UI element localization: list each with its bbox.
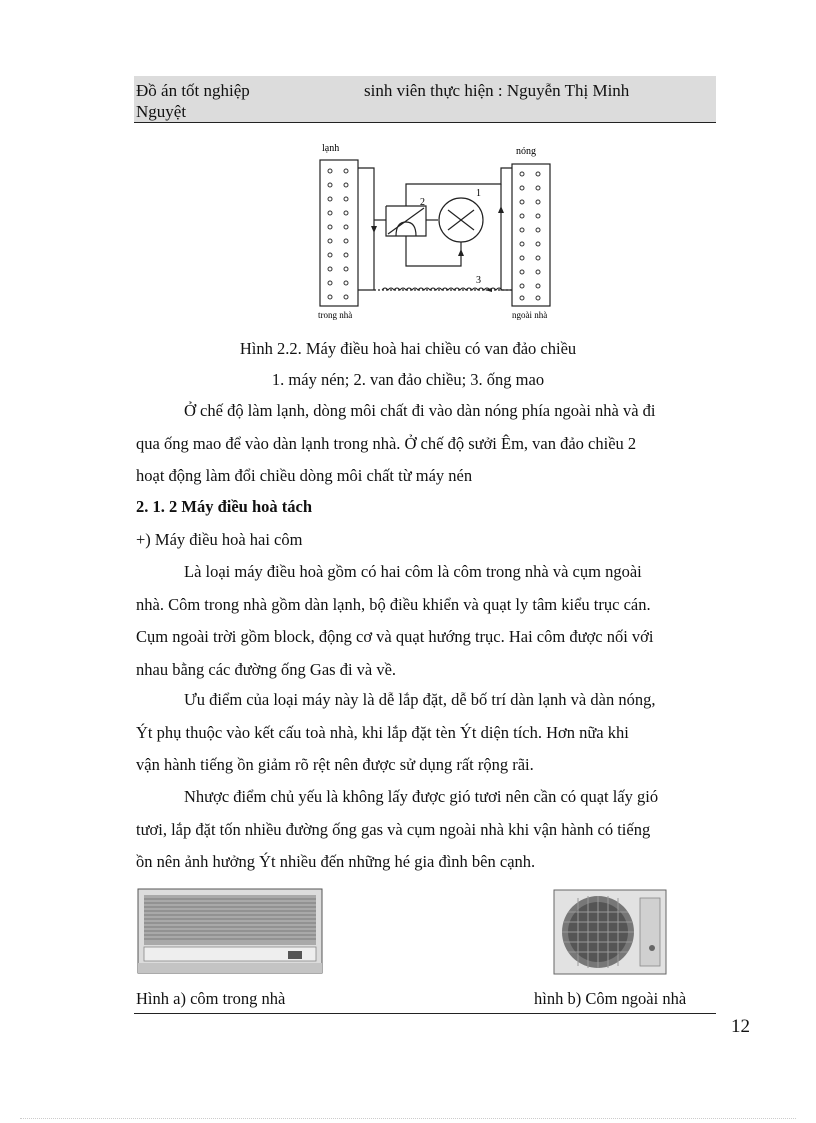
text-line: vận hành tiếng ồn giảm rõ rệt nên được sử dụng rất rộng rãi.: [136, 755, 534, 774]
figure-legend: 1. máy nén; 2. van đảo chiều; 3. ống mao: [271, 370, 545, 389]
caption-outdoor-unit: hình b) Côm ngoài nhà: [534, 989, 687, 1008]
label-hot: nóng: [516, 146, 536, 157]
indoor-unit-image: [136, 885, 324, 977]
text-line: nhà. Côm trong nhà gồm dàn lạnh, bộ điều khiển và quạt ly tâm kiểu trục cán.: [136, 594, 651, 614]
text-line: Ở chế độ làm lạnh, dòng môi chất đi vào dàn nóng phía ngoài nhà và đi: [184, 401, 656, 420]
text-line: hoạt động làm đổi chiều dòng môi chất từ máy nén: [136, 466, 473, 485]
header-student-continued: Nguyệt: [136, 102, 187, 121]
label-cold: lạnh: [322, 143, 340, 154]
page-bottom-border: [20, 1118, 796, 1119]
text-line: Là loại máy điều hoà gồm có hai côm là côm trong nhà và cụm ngoài: [184, 562, 642, 581]
text-line: nhau bằng các đường ống Gas đi và về.: [136, 659, 397, 679]
paragraph-description: [136, 556, 716, 686]
reversing-valve-diagram: [316, 138, 556, 322]
figure-caption: Hình 2.2. Máy điều hoà hai chiều có van đảo chiều: [239, 339, 577, 358]
page-header: [134, 76, 716, 123]
label-3: 3: [476, 275, 481, 286]
text-line: Nhược điểm chủ yếu là không lấy được gió tươi nên cần có quạt lấy gió: [184, 787, 659, 806]
outdoor-unit-image: [548, 886, 672, 978]
label-1: 1: [476, 188, 481, 199]
label-outdoor: ngoài nhà: [512, 310, 548, 320]
indoor-coil: [320, 160, 358, 306]
section-heading: 2. 1. 2 Máy điều hoà tách: [136, 497, 313, 516]
page-number: 12: [731, 1016, 750, 1037]
footer-divider: [134, 1013, 716, 1014]
paragraph-advantages: [136, 684, 716, 782]
header-project-title: Đồ án tốt nghiệp: [136, 81, 250, 100]
text-line: tươi, lắp đặt tốn nhiều đường ống gas và cụm ngoài nhà khi vận hành có tiếng: [136, 819, 651, 839]
text-line: Ýt phụ thuộc vào kết cấu toà nhà, khi lắp đặt tèn Ýt diện tích. Hơn nữa khi: [136, 722, 629, 742]
capillary-tube: [382, 288, 502, 290]
label-indoor: trong nhà: [318, 310, 353, 320]
header-student: sinh viên thực hiện : Nguyễn Thị Minh: [364, 81, 630, 100]
text-line: qua ống mao để vào dàn lạnh trong nhà. Ở chế độ sưởi Êm, van đảo chiều 2: [136, 433, 637, 453]
caption-indoor-unit: Hình a) côm trong nhà: [136, 989, 286, 1008]
text-line: ồn nên ảnh hưởng Ýt nhiều đến những hé gia đình bên cạnh.: [136, 852, 536, 871]
subheading: +) Máy điều hoà hai côm: [136, 530, 303, 549]
text-line: Cụm ngoài trời gồm block, động cơ và quạt hướng trục. Hai côm được nối với: [136, 627, 654, 646]
paragraph-operation: [136, 395, 716, 493]
text-line: Ưu điểm của loại máy này là dễ lắp đặt, dễ bố trí dàn lạnh và dàn nóng,: [184, 690, 656, 709]
outdoor-coil: [512, 164, 550, 306]
paragraph-disadvantages: [136, 781, 716, 879]
label-2: 2: [420, 197, 425, 208]
